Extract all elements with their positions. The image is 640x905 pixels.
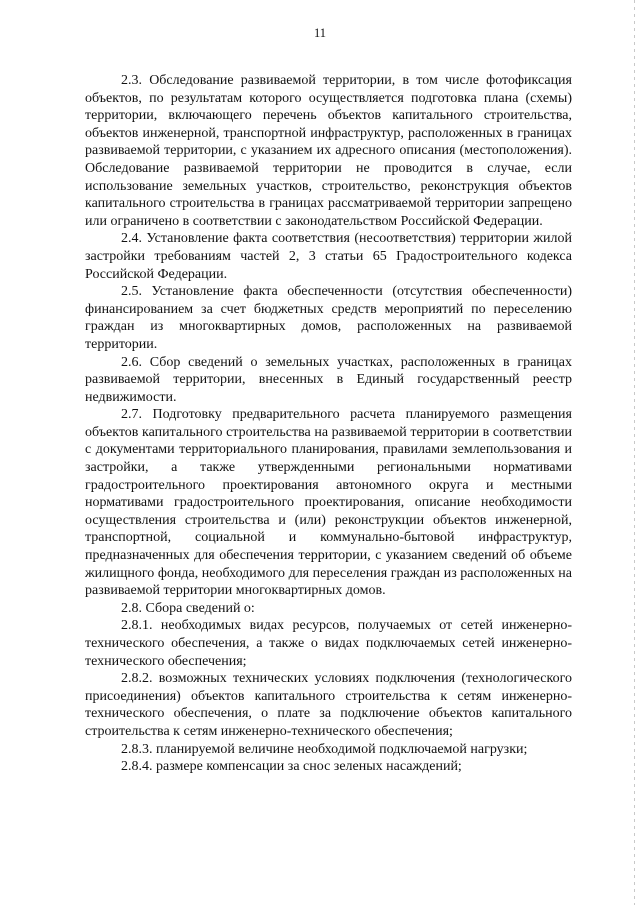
paragraph-2-8-4: 2.8.4. размере компенсации за снос зеленых насаждений; — [121, 759, 462, 775]
paragraph-2-8-2: 2.8.2. возможных технических условиях подключения (технологического присоединения) объектов капитального строительства к сетям инженерно-технического обеспечения, о плате за подключение объектов капитального строительства к сетям инженерно-технического обеспечения; — [85, 671, 572, 739]
paragraph-2-7: 2.7. Подготовку предварительного расчета планируемого размещения объектов капитального строительства на развиваемой территории в соответствии с документами территориального планирования, правилами землепользования и застройки, а также утвержденными региональными нормативами градостроительного проектирования автономного округа и местными нормативами градостроительного проектирования, описание необходимости осуществления строительства и (или) реконструкции объектов инженерной, транспортной, социальной и коммунально-бытовой инфраструктур, предназначенных для обеспечения территории, с указанием сведений об объеме жилищного фонда, необходимого для переселения граждан из расположенных на развиваемой территории многоквартирных домов. — [85, 407, 572, 599]
paragraph-2-8-1: 2.8.1. необходимых видах ресурсов, получаемых от сетей инженерно-технического обеспечения, а также о видах подключаемых сетей инженерно-технического обеспечения; — [85, 618, 572, 669]
scan-edge-line — [634, 0, 635, 905]
paragraph-2-6: 2.6. Сбор сведений о земельных участках, расположенных в границах развиваемой территории, внесенных в Единый государственный реестр недвижимости. — [85, 354, 572, 405]
paragraph-2-3: 2.3. Обследование развиваемой территории, в том числе фотофиксация объектов, по результатам которого осуществляется подготовка плана (схемы) территории, включающего перечень объектов капитального строительства, объектов инженерной, транспортной инфраструктур, расположенных в границах развиваемой территории, с указанием их адресного описания (местоположения). Обследование развиваемой территории не проводится в случае, если использование земельных участков, строительство, реконструкция объектов капитального строительства в границах рассматриваемой территории запрещено или ограничено в соответствии с законодательством Российской Федерации. — [85, 73, 572, 229]
paragraph-2-8: 2.8. Сбора сведений о: — [121, 600, 255, 616]
paragraph-2-5: 2.5. Установление факта обеспеченности (отсутствия обеспеченности) финансированием за счет бюджетных средств мероприятий по переселению граждан из многоквартирных домов, расположенных на развиваемой территории. — [85, 284, 572, 352]
document-body — [85, 72, 572, 776]
page-number: 11 — [313, 26, 327, 40]
paragraph-2-8-3: 2.8.3. планируемой величине необходимой подключаемой нагрузки; — [121, 741, 528, 757]
paragraph-2-4: 2.4. Установление факта соответствия (несоответствия) территории жилой застройки требованиям частей 2, 3 статьи 65 Градостроительного кодекса Российской Федерации. — [85, 231, 572, 282]
